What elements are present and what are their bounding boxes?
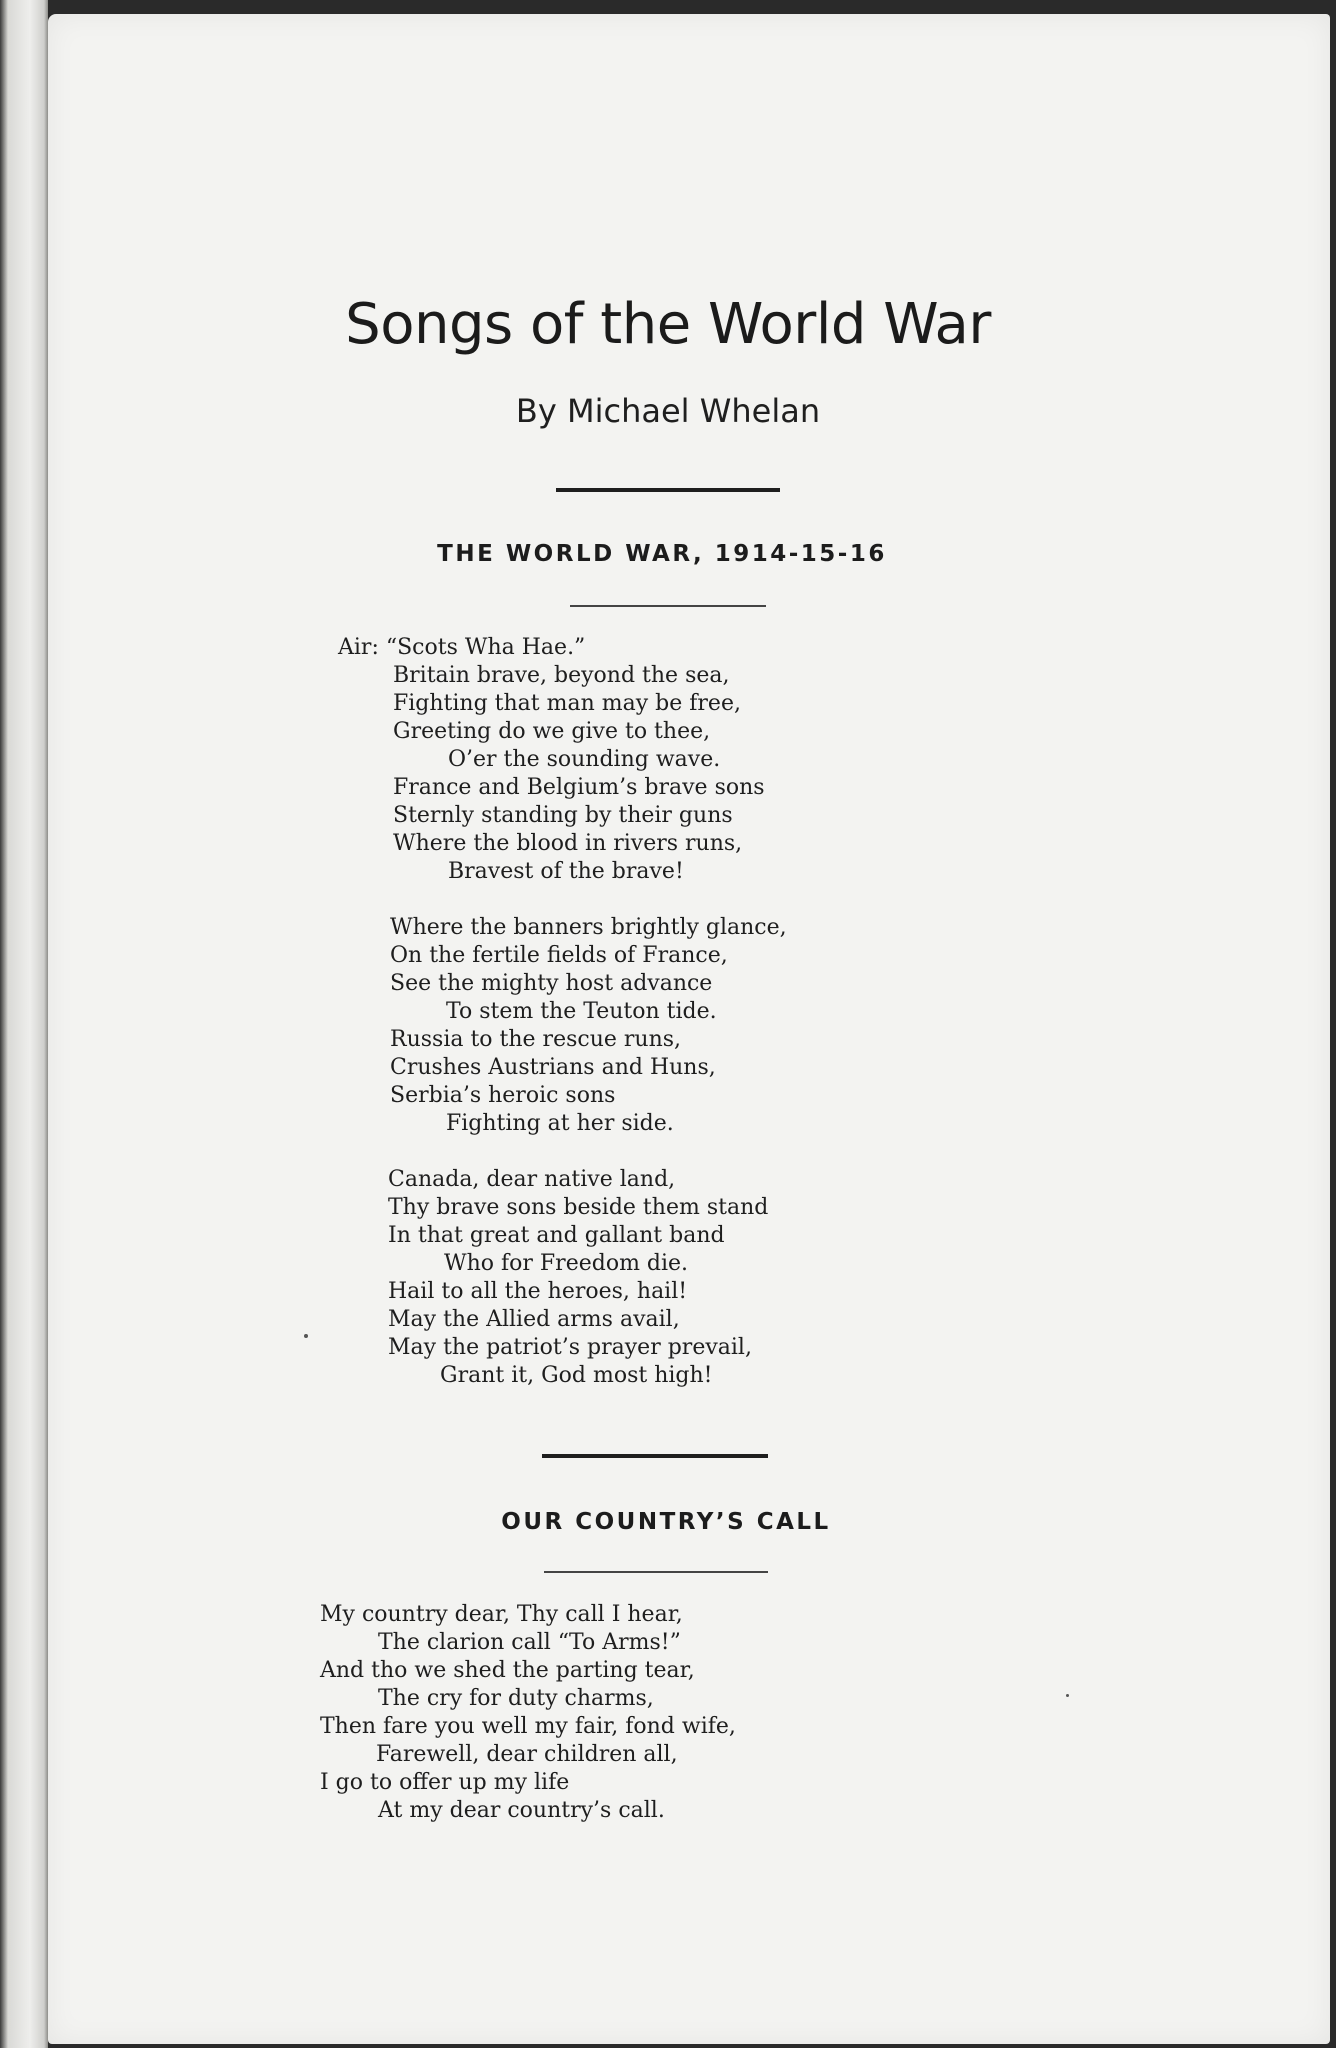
- verse-line: Bravest of the brave!: [448, 859, 684, 884]
- verse-line: Then fare you well my fair, fond wife,: [320, 1714, 736, 1739]
- verse-line: Britain brave, beyond the sea,: [393, 663, 730, 688]
- verse-line: At my dear country’s call.: [378, 1798, 665, 1823]
- section-divider: [542, 1454, 768, 1458]
- verse-line: Hail to all the heroes, hail!: [388, 1279, 688, 1304]
- verse-line: Fighting that man may be free,: [393, 691, 741, 716]
- verse-line: O’er the sounding wave.: [448, 747, 721, 772]
- verse-line: Crushes Austrians and Huns,: [390, 1055, 716, 1080]
- verse-line: Serbia’s heroic sons: [390, 1083, 616, 1108]
- verse-line: And tho we shed the parting tear,: [320, 1658, 695, 1683]
- verse-line: My country dear, Thy call I hear,: [320, 1602, 683, 1627]
- author-byline: By Michael Whelan: [515, 392, 821, 430]
- verse-line: Where the blood in rivers runs,: [393, 831, 743, 856]
- verse-line: See the mighty host advance: [390, 971, 713, 996]
- verse-line: Greeting do we give to thee,: [393, 719, 711, 744]
- verse-line: Sternly standing by their guns: [393, 803, 733, 828]
- verse-line: In that great and gallant band: [388, 1223, 725, 1248]
- verse-line: To stem the Teuton tide.: [446, 999, 717, 1024]
- title-divider: [556, 488, 780, 492]
- poem2-heading: OUR COUNTRY’S CALL: [501, 1509, 831, 1535]
- verse-line: Fighting at her side.: [446, 1111, 674, 1136]
- verse-line: I go to offer up my life: [320, 1770, 570, 1795]
- verse-line: May the Allied arms avail,: [388, 1307, 680, 1332]
- verse-line: Where the banners brightly glance,: [390, 915, 787, 940]
- poem1-heading-divider: [570, 605, 766, 607]
- verse-line: The clarion call “To Arms!”: [378, 1630, 681, 1655]
- poem1-heading: THE WORLD WAR, 1914-15-16: [437, 541, 887, 567]
- poem1-air: Air: “Scots Wha Hae.”: [338, 635, 586, 660]
- stanza-gap: [338, 1138, 787, 1166]
- poem1-verse: [338, 634, 787, 1390]
- paper-speck: [304, 1334, 308, 1338]
- verse-line: Thy brave sons beside them stand: [388, 1195, 769, 1220]
- stanza-gap: [338, 886, 787, 914]
- poem2-verse: [320, 1601, 736, 1825]
- verse-line: Farewell, dear children all,: [376, 1742, 678, 1767]
- verse-line: Canada, dear native land,: [388, 1167, 676, 1192]
- paper-speck: [1066, 1694, 1069, 1697]
- verse-line: Grant it, God most high!: [440, 1363, 713, 1388]
- verse-line: France and Belgium’s brave sons: [393, 775, 765, 800]
- verse-line: May the patriot’s prayer prevail,: [388, 1335, 752, 1360]
- verse-line: On the fertile fields of France,: [390, 943, 728, 968]
- poem2-heading-divider: [544, 1571, 768, 1573]
- page-title: Songs of the World War: [345, 292, 991, 357]
- verse-line: The cry for duty charms,: [378, 1686, 654, 1711]
- verse-line: Who for Freedom die.: [444, 1251, 689, 1276]
- verse-line: Russia to the rescue runs,: [390, 1027, 682, 1052]
